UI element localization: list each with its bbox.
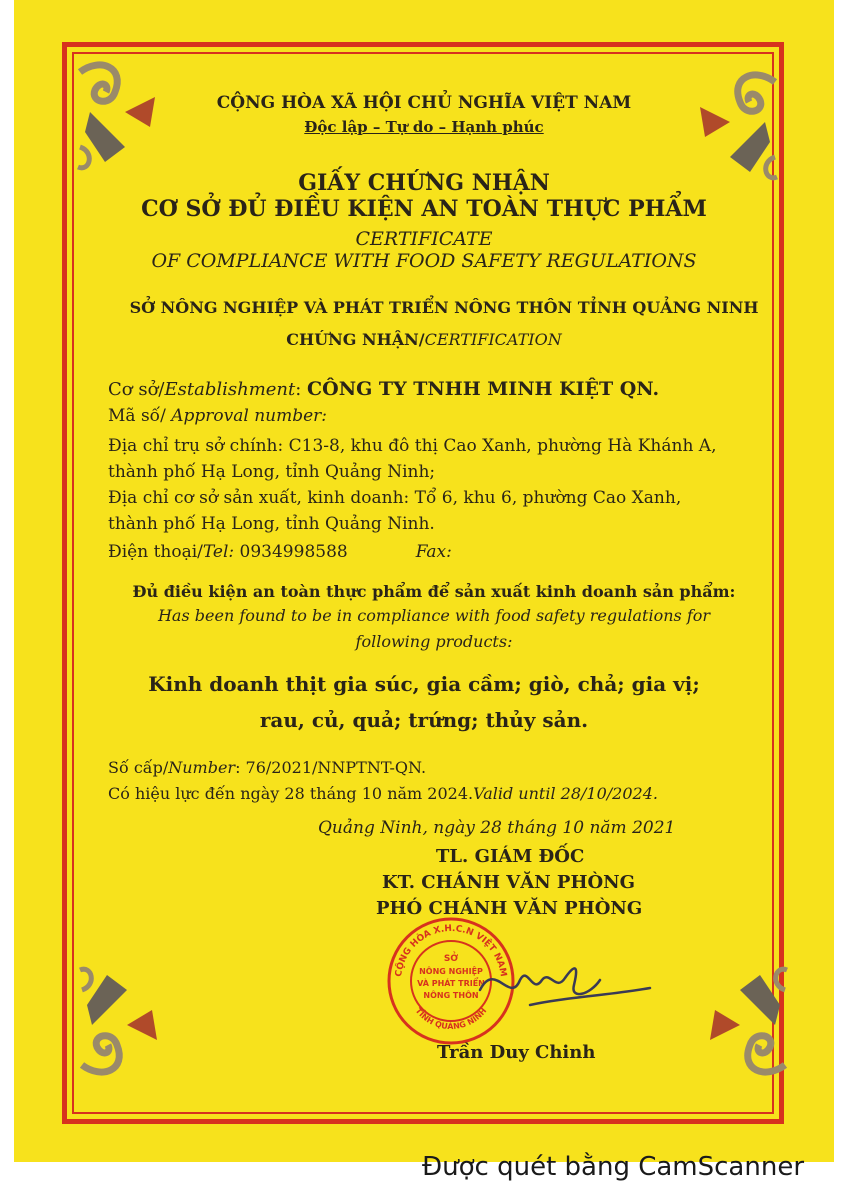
number-label-en: Number — [168, 758, 236, 777]
stamp-ring-bottom-text: TỈNH QUẢNG NINH — [413, 1006, 489, 1032]
establishment-row — [108, 378, 659, 400]
validity-en: Valid until 28/10/2024. — [473, 784, 658, 803]
head-office-address-1: Địa chỉ trụ sở chính: C13-8, khu đô thị Cao Xanh, phường Hà Khánh A, — [108, 436, 717, 456]
handwritten-signature — [470, 950, 660, 1020]
establishment-label-sep: : — [295, 379, 308, 400]
stamp-center-2: NÔNG NGHIỆP — [419, 967, 483, 976]
production-address-1: Địa chỉ cơ sở sản xuất, kinh doanh: Tổ 6, khu 6, phường Cao Xanh, — [108, 488, 682, 508]
stamp-center-3: VÀ PHÁT TRIỂN — [417, 979, 485, 988]
corner-ornament-bottom-right — [700, 960, 795, 1085]
certificate-title-vi-2: CƠ SỞ ĐỦ ĐIỀU KIỆN AN TOÀN THỰC PHẨM — [141, 196, 707, 222]
corner-ornament-top-left — [70, 52, 165, 177]
republic-heading: CỘNG HÒA XÃ HỘI CHỦ NGHĨA VIỆT NAM — [216, 93, 632, 113]
national-motto: Độc lập – Tự do – Hạnh phúc — [304, 118, 544, 136]
phone-label-en: Tel: — [202, 542, 235, 562]
phone-row — [108, 542, 452, 562]
place-and-date: Quảng Ninh, ngày 28 tháng 10 năm 2021 — [318, 818, 676, 838]
production-address-2: thành phố Hạ Long, tỉnh Quảng Ninh. — [108, 514, 435, 534]
compliance-statement-vi: Đủ điều kiện an toàn thực phẩm để sản xuất kinh doanh sản phẩm: — [132, 582, 736, 601]
signer-name: Trần Duy Chinh — [437, 1042, 596, 1063]
signer-role-3: PHÓ CHÁNH VĂN PHÒNG — [376, 898, 643, 919]
validity-vi: Có hiệu lực đến ngày 28 tháng 10 năm 2024. — [108, 784, 474, 803]
phone-label-vi: Điện thoại/ — [108, 542, 203, 562]
establishment-name: CÔNG TY TNHH MINH KIỆT QN. — [307, 378, 660, 400]
head-office-address-2: thành phố Hạ Long, tỉnh Quảng Ninh; — [108, 462, 436, 482]
fax-label: Fax: — [415, 542, 452, 562]
number-label-vi: Số cấp/ — [108, 758, 169, 777]
certificate-number: : 76/2021/NNPTNT-QN. — [235, 758, 427, 777]
approval-row — [108, 406, 327, 426]
products-line-2: rau, củ, quả; trứng; thủy sản. — [259, 708, 589, 732]
certification-label — [0, 330, 848, 349]
approval-label-en: Approval number: — [165, 406, 328, 426]
validity-row — [108, 784, 658, 803]
certificate-title-en-2: OF COMPLIANCE WITH FOOD SAFETY REGULATIONS — [151, 250, 697, 272]
signer-role-2: KT. CHÁNH VĂN PHÒNG — [382, 872, 635, 893]
certification-label-en: CERTIFICATION — [424, 330, 562, 349]
scanner-watermark: Được quét bằng CamScanner — [422, 1152, 805, 1182]
compliance-statement-en-1: Has been found to be in compliance with food safety regulations for — [157, 606, 711, 625]
products-line-1: Kinh doanh thịt gia súc, gia cầm; giò, chả; gia vị; — [148, 672, 700, 696]
certificate-title-en-1: CERTIFICATE — [355, 228, 493, 250]
certificate-number-row — [108, 758, 426, 777]
stamp-ring-text: CỘNG HÒA X.H.C.N VIỆT NAM — [394, 923, 508, 978]
approval-label-vi: Mã số/ — [108, 406, 166, 426]
establishment-label-vi: Cơ sở/ — [108, 379, 165, 400]
stamp-center-1: SỞ — [443, 954, 459, 964]
signer-role-1: TL. GIÁM ĐỐC — [436, 846, 585, 867]
issuing-department: SỞ NÔNG NGHIỆP VÀ PHÁT TRIỂN NÔNG THÔN TỈNH QUẢNG NINH — [129, 298, 759, 317]
certificate-title-vi-1: GIẤY CHỨNG NHẬN — [298, 170, 550, 196]
establishment-label-en: Establishment — [164, 379, 296, 400]
stamp-center-4: NÔNG THÔN — [423, 991, 479, 1000]
certification-label-vi: CHỨNG NHẬN/ — [286, 330, 425, 349]
corner-ornament-bottom-left — [72, 960, 167, 1085]
phone-number: 0934998588 — [234, 542, 348, 562]
compliance-statement-en-2: following products: — [355, 632, 513, 651]
